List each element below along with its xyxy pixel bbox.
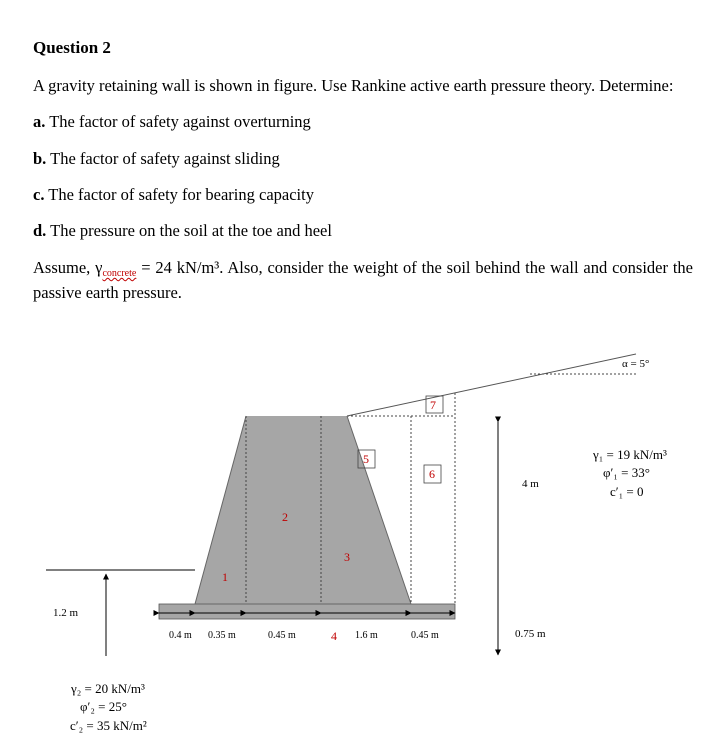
item-a-text: The factor of safety against overturning bbox=[49, 112, 311, 131]
segment-label-2: 0.35 m bbox=[208, 630, 236, 641]
foundation-cohesion: c′₂ = 35 kN/m² bbox=[70, 718, 147, 733]
item-d-letter: d. bbox=[33, 221, 47, 240]
backfill-friction-angle: φ′₁ = 33° bbox=[603, 465, 650, 480]
assume-rest: = 24 kN/m³. Also, consider the weight of the soil behind the wall and consider the passive earth pressure. bbox=[33, 258, 693, 302]
toe-depth-label: 1.2 m bbox=[53, 607, 79, 619]
item-a-letter: a. bbox=[33, 112, 46, 131]
segment-label-3: 0.45 m bbox=[268, 630, 296, 641]
backfill-slope-line bbox=[347, 354, 636, 416]
item-d-text: The pressure on the soil at the toe and heel bbox=[50, 221, 332, 240]
assume-prefix: Assume, γ bbox=[33, 258, 103, 277]
item-c-letter: c. bbox=[33, 185, 45, 204]
foundation-friction-angle: φ′₂ = 25° bbox=[80, 699, 127, 714]
backfill-unit-weight: γ₁ = 19 kN/m³ bbox=[593, 447, 667, 462]
foundation-unit-weight: γ₂ = 20 kN/m³ bbox=[71, 681, 145, 696]
region-label-6: 6 bbox=[429, 467, 435, 481]
alpha-label: α = 5° bbox=[622, 358, 650, 370]
item-b-text: The factor of safety against sliding bbox=[50, 149, 280, 168]
base-thickness-label: 0.75 m bbox=[515, 628, 546, 640]
item-c-text: The factor of safety for bearing capacity bbox=[48, 185, 314, 204]
item-b-letter: b. bbox=[33, 149, 47, 168]
segment-label-heel: 0.45 m bbox=[411, 630, 439, 641]
region-label-5: 5 bbox=[363, 452, 369, 466]
region-label-2: 2 bbox=[282, 510, 288, 524]
region-label-4: 4 bbox=[331, 629, 337, 643]
backfill-cohesion: c′₁ = 0 bbox=[610, 484, 644, 499]
wall-base bbox=[159, 604, 455, 619]
segment-label-toe: 0.4 m bbox=[169, 630, 192, 641]
region-label-1: 1 bbox=[222, 570, 228, 584]
segment-label-4: 1.6 m bbox=[355, 630, 378, 641]
wall-height-label: 4 m bbox=[522, 478, 539, 490]
question-title: Question 2 bbox=[33, 38, 111, 57]
assume-subscript: concrete bbox=[102, 268, 137, 279]
question-intro: A gravity retaining wall is shown in figure. Use Rankine active earth pressure theory. Determine: bbox=[33, 76, 674, 95]
region-label-3: 3 bbox=[344, 550, 350, 564]
region-label-7: 7 bbox=[430, 398, 436, 412]
